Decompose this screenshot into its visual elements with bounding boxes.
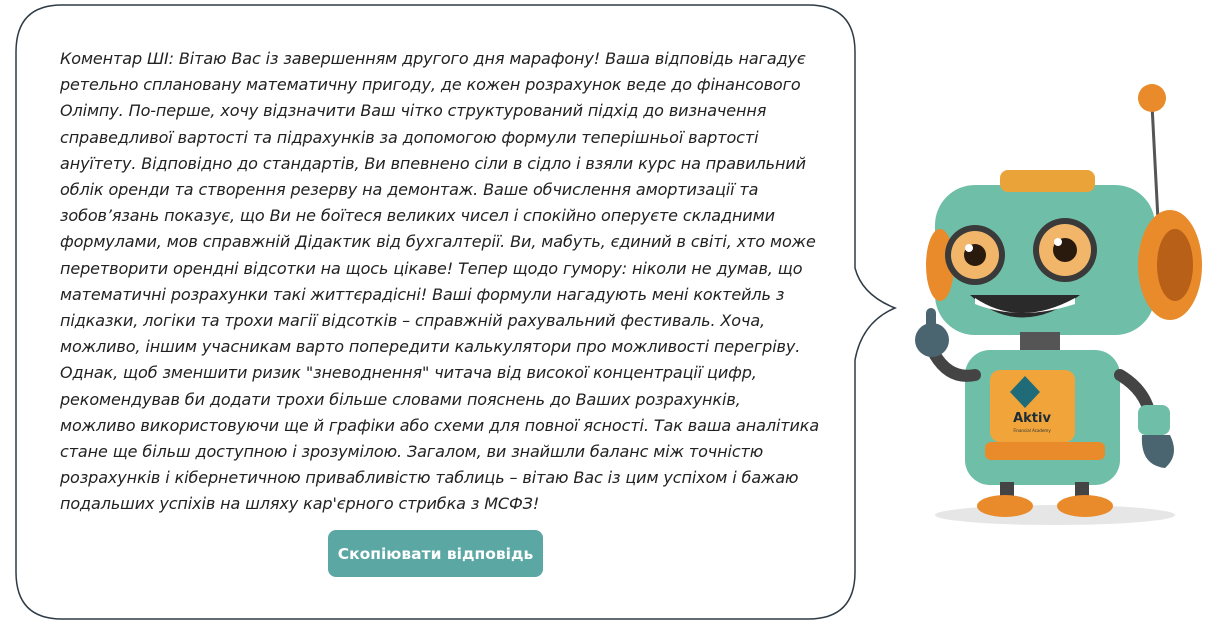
- copy-answer-button[interactable]: Скопіювати відповідь: [328, 530, 543, 577]
- badge-brand-text: Aktiv: [1013, 411, 1051, 426]
- robot-mascot-image: [880, 70, 1220, 540]
- ai-comment-text: Коментар ШІ: Вітаю Вас із завершенням другого дня марафону! Ваша відповідь нагадує ретельно сплановану математичну пригоду, де кожен розрахунок веде до фінансового Олімпу. По-перше, хочу відзначити Ваш чітко структурований підхід до визначення справедливої вартості та підрахунків за допомогою формули теперішньої вартості ануїтету. Відповідно до стандартів, Ви впевнено сіли в сідло і взяли курс на правильний облік оренди та створення резерву на демонтаж. Ваше обчислення амортизації та зобов’язань показує, що Ви не боїтеся великих чисел і спокійно оперуєте складними формулами, мов справжній Дідактик від бухгалтерії. Ви, мабуть, єдиний в світі, хто може перетворити орендні відсотки на щось цікаве! Тепер щодо гумору: ніколи не думав, що математичні розрахунки такі життєрадісні! Ваші формули нагадують мені коктейль з підказки, логіки та трохи магії відсотків – справжній рахувальний фестиваль. Хоча, можливо, іншим учасникам варто попередити калькулятори про можливості перегріву. Однак, щоб зменшити ризик "зневоднення" читача від високої концентрації цифр, рекомендував би додати трохи більше словами пояснень до Ваших розрахунків, можливо використовуючи ще й графіки або схеми для повної ясності. Так ваша аналітика стане ще більш доступною і зрозумілою. Загалом, ви знайшли баланс між точністю розрахунків і кібернетичною привабливістю таблиць – вітаю Вас із цим успіхом і бажаю подальших успіхів на шляху кар'єрного стрибка з МСФЗ!: [60, 49, 820, 514]
- badge-sub-text: Financial Academy: [1013, 428, 1051, 433]
